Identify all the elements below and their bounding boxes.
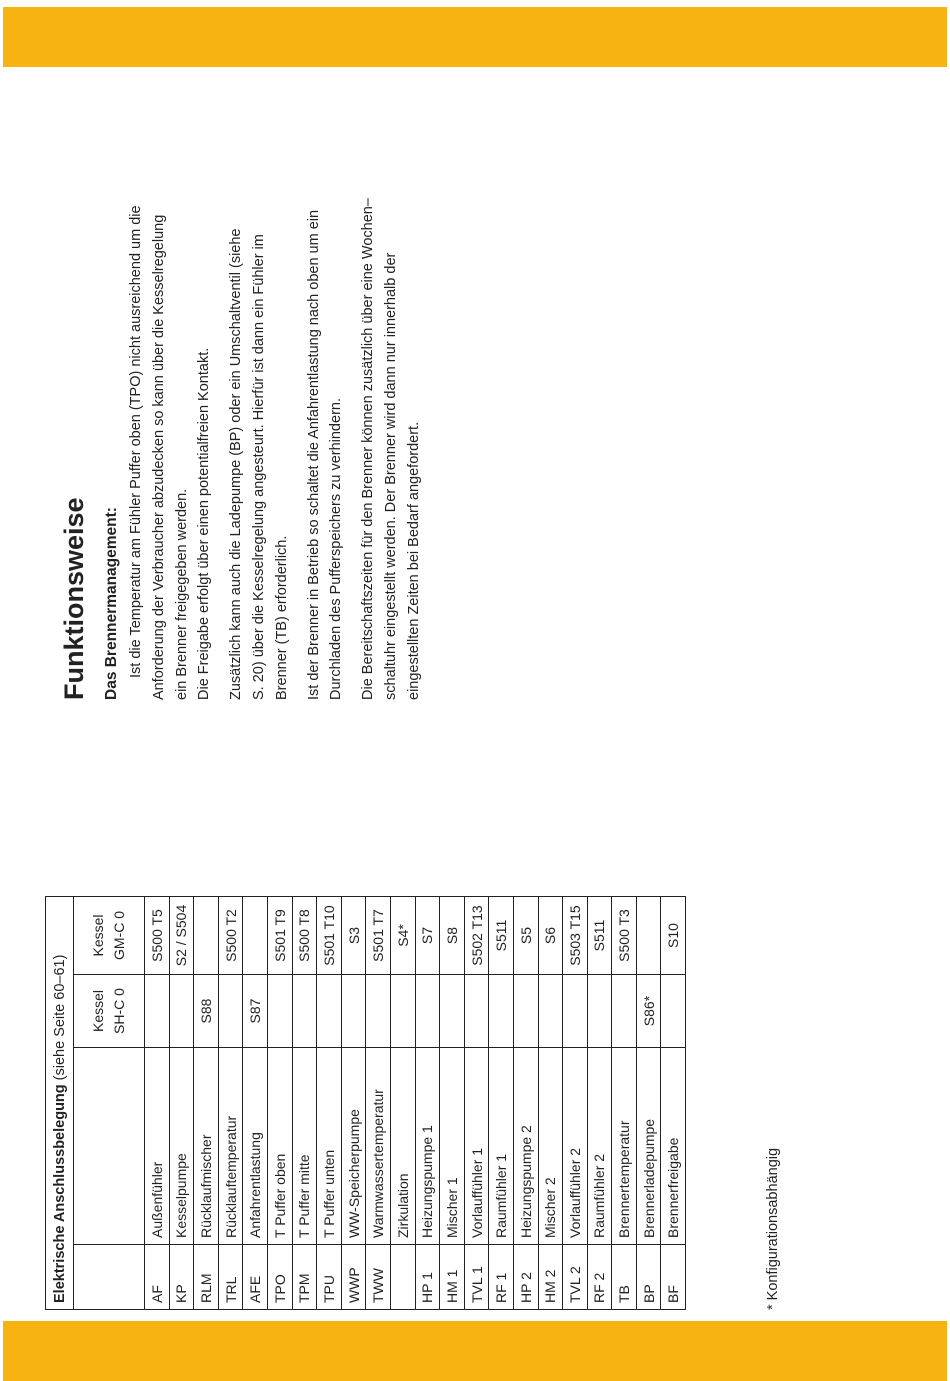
cell-name: Kesselpumpe	[169, 1048, 194, 1245]
cell-kessel-gm: S503 T15	[563, 897, 588, 975]
section-subtitle: Das Brennermanagement:	[103, 507, 120, 700]
paragraph-line: eingestellten Zeiten bei Bedarf angefordert.	[405, 421, 422, 700]
table-caption-row	[46, 897, 74, 1310]
cell-code: TVL 1	[464, 1245, 489, 1310]
cell-kessel-sh	[341, 975, 366, 1048]
table-row	[317, 897, 342, 1310]
cell-kessel-gm: S500 T8	[292, 897, 317, 975]
table-row	[636, 897, 661, 1310]
table-row	[292, 897, 317, 1310]
cell-code: TPM	[292, 1245, 317, 1310]
table-row	[145, 897, 170, 1310]
cell-kessel-gm: S501 T10	[317, 897, 342, 975]
footnote: * Konfigurationsabhängig	[765, 1147, 781, 1310]
header-name	[74, 1048, 145, 1245]
table-row	[489, 897, 514, 1310]
paragraph	[225, 0, 293, 700]
cell-code: BF	[661, 1245, 686, 1310]
cell-name: Rücklaufmischer	[194, 1048, 219, 1245]
paragraph-line: S. 20) über die Kesselregelung angesteurt. Hierfür ist dann ein Fühler im	[250, 234, 267, 700]
cell-kessel-sh	[267, 975, 292, 1048]
cell-kessel-gm: S500 T5	[145, 897, 170, 975]
cell-kessel-sh	[661, 975, 686, 1048]
table-row	[218, 897, 243, 1310]
cell-name: Warmwassertemperatur	[366, 1048, 391, 1245]
cell-code: TB	[612, 1245, 637, 1310]
cell-name: Mischer 1	[440, 1048, 465, 1245]
cell-kessel-gm: S511	[587, 897, 612, 975]
table-row	[587, 897, 612, 1310]
section-title: Funktionsweise	[59, 497, 89, 700]
table-row	[194, 897, 219, 1310]
cell-code: RF 1	[489, 1245, 514, 1310]
header-gm-line2: GM-C 0	[111, 911, 127, 960]
cell-kessel-sh	[169, 975, 194, 1048]
table-row	[563, 897, 588, 1310]
cell-name: T Puffer oben	[267, 1048, 292, 1245]
cell-name: WW-Speicherpumpe	[341, 1048, 366, 1245]
function-section	[57, 0, 435, 700]
header-sh-line2: SH-C 0	[111, 988, 127, 1034]
cell-name: Mischer 2	[538, 1048, 563, 1245]
cell-name: Raumfühler 2	[587, 1048, 612, 1245]
paragraph-line: Durchladen des Pufferspeichers zu verhindern.	[328, 398, 345, 700]
rotated-page-content	[45, 110, 781, 1310]
cell-kessel-sh	[563, 975, 588, 1048]
cell-kessel-gm	[194, 897, 219, 975]
cell-kessel-gm: S511	[489, 897, 514, 975]
cell-kessel-sh: S86*	[636, 975, 661, 1048]
bottom-accent-band	[3, 1321, 947, 1381]
cell-code: BP	[636, 1245, 661, 1310]
table-row	[440, 897, 465, 1310]
cell-code: TVL 2	[563, 1245, 588, 1310]
paragraph-line: Brenner (TB) erforderlich.	[273, 535, 290, 700]
header-kessel-sh	[74, 975, 145, 1048]
header-code	[74, 1245, 145, 1310]
cell-kessel-gm: S2 / S504	[169, 897, 194, 975]
cell-kessel-gm: S4*	[390, 897, 415, 975]
table-title: Elektrische Anschlussbelegung	[51, 1084, 68, 1303]
paragraph	[357, 0, 425, 700]
cell-code	[390, 1245, 415, 1310]
cell-code: AFE	[243, 1245, 268, 1310]
paragraph-line: Anforderung der Verbraucher abzudecken so kann über die Kesselregelung	[150, 214, 167, 700]
cell-code: TWW	[366, 1245, 391, 1310]
cell-kessel-gm: S10	[661, 897, 686, 975]
paragraph-line: schaltuhr eingestellt werden. Der Brenner wird dann nur innerhalb der	[382, 252, 399, 700]
cell-kessel-gm: S500 T3	[612, 897, 637, 975]
cell-kessel-sh: S88	[194, 975, 219, 1048]
cell-name: T Puffer unten	[317, 1048, 342, 1245]
cell-kessel-sh	[317, 975, 342, 1048]
cell-code: WWP	[341, 1245, 366, 1310]
cell-name: Heizungspumpe 1	[415, 1048, 440, 1245]
paragraph-line: Die Bereitschaftszeiten für den Brenner können zusätzlich über eine Wochen–	[360, 198, 377, 700]
table-row	[415, 897, 440, 1310]
cell-code: KP	[169, 1245, 194, 1310]
paragraph-line: Ist die Temperatur am Fühler Puffer oben (TPO) nicht ausreichend um die	[128, 205, 144, 678]
cell-kessel-gm: S502 T13	[464, 897, 489, 975]
cell-code: TPO	[267, 1245, 292, 1310]
cell-kessel-gm	[243, 897, 268, 975]
table-row	[243, 897, 268, 1310]
table-row	[366, 897, 391, 1310]
cell-kessel-gm: S8	[440, 897, 465, 975]
cell-name: Außenfühler	[145, 1048, 170, 1245]
section-body	[125, 0, 426, 700]
cell-name: Raumfühler 1	[489, 1048, 514, 1245]
table-row	[341, 897, 366, 1310]
header-kessel-gm	[74, 897, 145, 975]
cell-name: Rücklauftemperatur	[218, 1048, 243, 1245]
cell-code: RLM	[194, 1245, 219, 1310]
cell-name: Brennertemperatur	[612, 1048, 637, 1245]
paragraph-line: Ist der Brenner in Betrieb so schaltet die Anfahrentlastung nach oben um ein	[305, 209, 322, 700]
cell-kessel-sh	[292, 975, 317, 1048]
table-page-reference: (siehe Seite 60–61)	[51, 954, 68, 1081]
cell-code: TPU	[317, 1245, 342, 1310]
cell-code: HM 2	[538, 1245, 563, 1310]
table-row	[390, 897, 415, 1310]
cell-kessel-sh	[612, 975, 637, 1048]
table-caption	[46, 897, 74, 1310]
cell-code: RF 2	[587, 1245, 612, 1310]
paragraph-line: ein Brenner freigegeben werden.	[173, 488, 190, 700]
cell-name: Brennerladepumpe	[636, 1048, 661, 1245]
cell-name: Anfahrentlastung	[243, 1048, 268, 1245]
cell-kessel-sh	[145, 975, 170, 1048]
cell-kessel-sh	[513, 975, 538, 1048]
cell-code: TRL	[218, 1245, 243, 1310]
cell-code: HM 1	[440, 1245, 465, 1310]
paragraph	[303, 0, 349, 700]
cell-kessel-sh	[366, 975, 391, 1048]
cell-kessel-sh	[440, 975, 465, 1048]
cell-kessel-sh	[218, 975, 243, 1048]
cell-kessel-gm: S500 T2	[218, 897, 243, 975]
cell-kessel-sh: S87	[243, 975, 268, 1048]
header-gm-line1: Kessel	[90, 914, 106, 957]
table-row	[538, 897, 563, 1310]
cell-kessel-gm: S501 T7	[366, 897, 391, 975]
cell-kessel-sh	[415, 975, 440, 1048]
paragraph-line: Die Freigabe erfolgt über einen potentialfreien Kontakt.	[196, 347, 213, 700]
connection-table	[45, 896, 686, 1310]
cell-name: Vorlauffühler 1	[464, 1048, 489, 1245]
paragraph-line: Zusätzlich kann auch die Ladepumpe (BP) oder ein Umschaltventil (siehe	[228, 228, 245, 700]
cell-kessel-gm: S7	[415, 897, 440, 975]
paragraph	[125, 0, 216, 700]
cell-kessel-gm: S5	[513, 897, 538, 975]
cell-kessel-sh	[587, 975, 612, 1048]
cell-kessel-gm: S501 T9	[267, 897, 292, 975]
cell-name: Brennerfreigabe	[661, 1048, 686, 1245]
cell-name: Zirkulation	[390, 1048, 415, 1245]
table-header-row	[74, 897, 145, 1310]
cell-name: Vorlauffühler 2	[563, 1048, 588, 1245]
cell-name: T Puffer mitte	[292, 1048, 317, 1245]
cell-kessel-gm	[636, 897, 661, 975]
cell-kessel-gm: S6	[538, 897, 563, 975]
table-row	[661, 897, 686, 1310]
cell-name: Heizungspumpe 2	[513, 1048, 538, 1245]
table-row	[169, 897, 194, 1310]
cell-kessel-sh	[538, 975, 563, 1048]
table-row	[513, 897, 538, 1310]
header-sh-line1: Kessel	[90, 989, 106, 1033]
cell-kessel-sh	[464, 975, 489, 1048]
table-row	[267, 897, 292, 1310]
table-row	[464, 897, 489, 1310]
cell-kessel-sh	[489, 975, 514, 1048]
cell-kessel-gm: S3	[341, 897, 366, 975]
table-row	[612, 897, 637, 1310]
cell-kessel-sh	[390, 975, 415, 1048]
cell-code: HP 2	[513, 1245, 538, 1310]
cell-code: HP 1	[415, 1245, 440, 1310]
cell-code: AF	[145, 1245, 170, 1310]
